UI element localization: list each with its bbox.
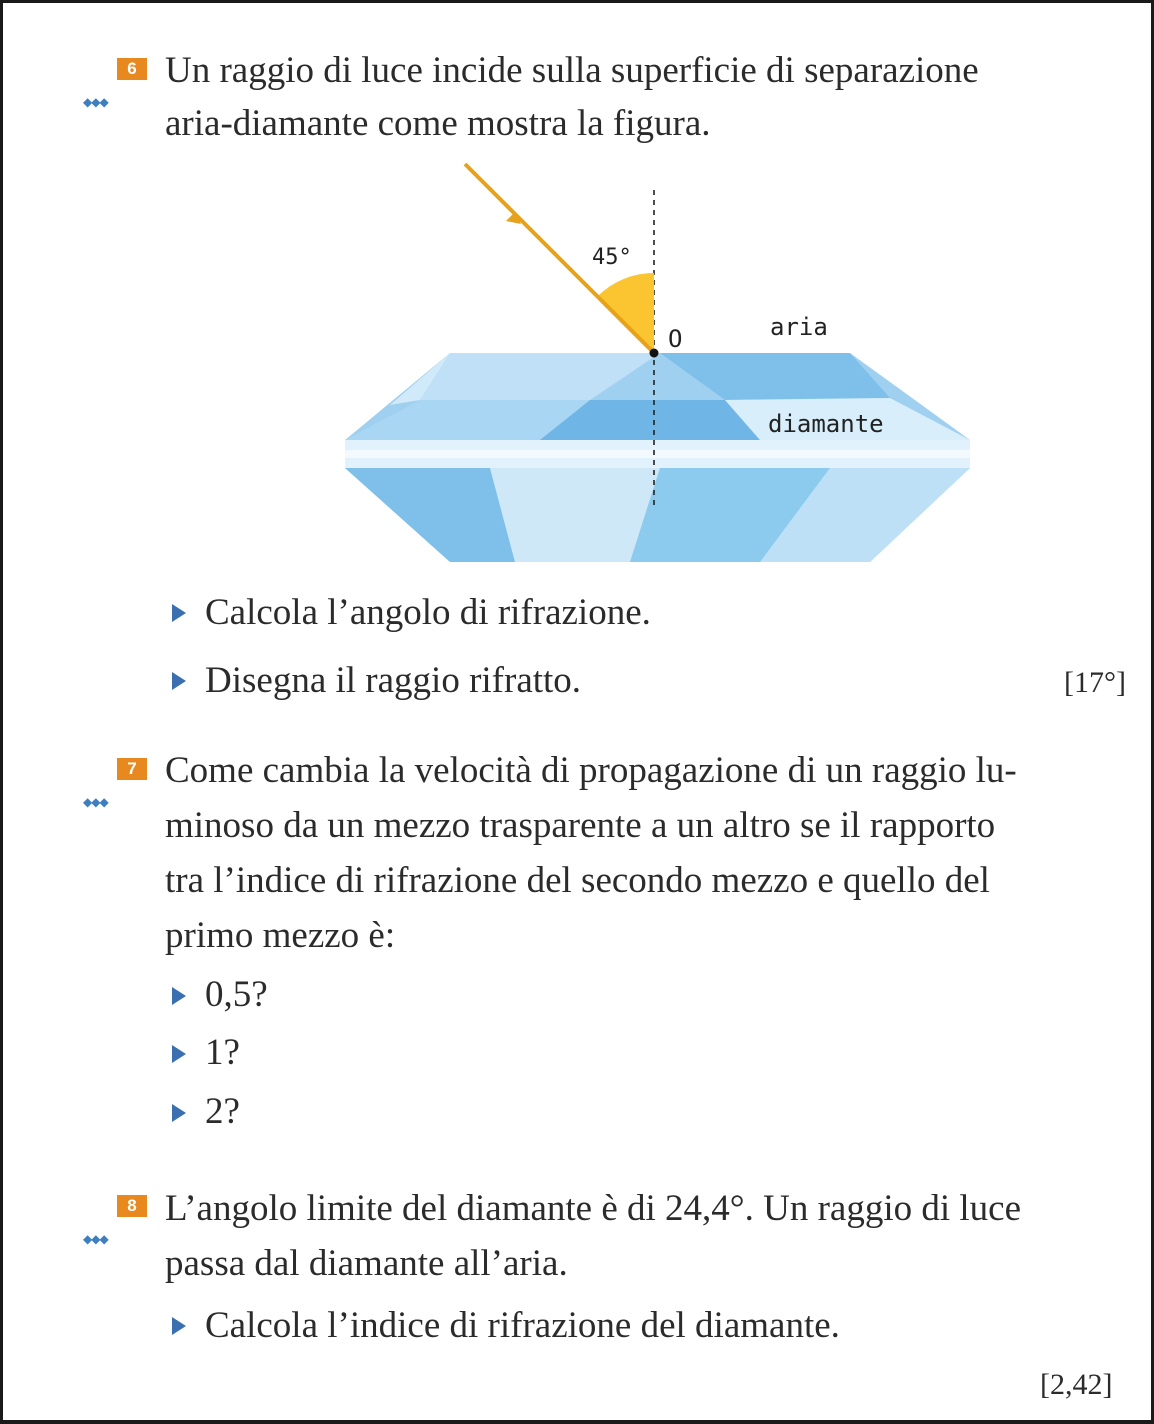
bullet-icon — [172, 1317, 186, 1335]
diamond-shape — [345, 353, 970, 562]
exercise-8-item-1: Calcola l’indice di rifrazione del diamante. — [205, 1305, 840, 1346]
exercise-6-answer: [17°] — [1064, 666, 1126, 699]
point-o-dot — [650, 349, 659, 358]
page-border-left — [0, 0, 3, 1424]
exercise-6-item-2: Disegna il raggio rifratto. — [205, 660, 582, 701]
exercise-7-number: 7 — [117, 758, 147, 780]
exercise-8-number: 8 — [117, 1195, 147, 1217]
medium-diamante-label: diamante — [768, 410, 884, 438]
point-o-label: O — [668, 325, 683, 353]
bullet-icon — [172, 1104, 186, 1122]
exercise-6-line-1: Un raggio di luce incide sulla superficie di separazione — [165, 50, 979, 91]
angle-label: 45° — [592, 245, 632, 270]
exercise-8-difficulty-icon: ◆◆◆ — [83, 1232, 108, 1246]
exercise-7-item-3: 2? — [205, 1091, 240, 1132]
page-border-bottom — [0, 1420, 1154, 1424]
exercise-7-item-2: 1? — [205, 1032, 240, 1073]
exercise-7-line-3: tra l’indice di rifrazione del secondo mezzo e quello del — [165, 860, 990, 901]
exercise-7-line-4: primo mezzo è: — [165, 915, 396, 956]
exercise-6-number: 6 — [117, 58, 147, 80]
medium-aria-label: aria — [770, 313, 828, 341]
exercise-8-line-2: passa dal diamante all’aria. — [165, 1243, 568, 1284]
diamond-refraction-figure — [330, 150, 990, 570]
bullet-icon — [172, 672, 186, 690]
bullet-icon — [172, 604, 186, 622]
exercise-7-difficulty-icon: ◆◆◆ — [83, 795, 108, 809]
exercise-6-difficulty-icon: ◆◆◆ — [83, 95, 108, 109]
exercise-7-line-2: minoso da un mezzo trasparente a un altro se il rapporto — [165, 805, 996, 846]
exercise-8-line-1: L’angolo limite del diamante è di 24,4°. Un raggio di luce — [165, 1188, 1022, 1229]
exercise-8-answer: [2,42] — [1040, 1368, 1113, 1401]
exercise-6-item-1: Calcola l’angolo di rifrazione. — [205, 592, 651, 633]
bullet-icon — [172, 1045, 186, 1063]
page-border-top — [0, 0, 1154, 3]
angle-sector — [597, 273, 654, 353]
exercise-6-line-2: aria-diamante come mostra la figura. — [165, 103, 711, 144]
exercise-7-line-1: Come cambia la velocità di propagazione di un raggio lu- — [165, 750, 1017, 791]
bullet-icon — [172, 987, 186, 1005]
exercise-7-item-1: 0,5? — [205, 974, 268, 1015]
